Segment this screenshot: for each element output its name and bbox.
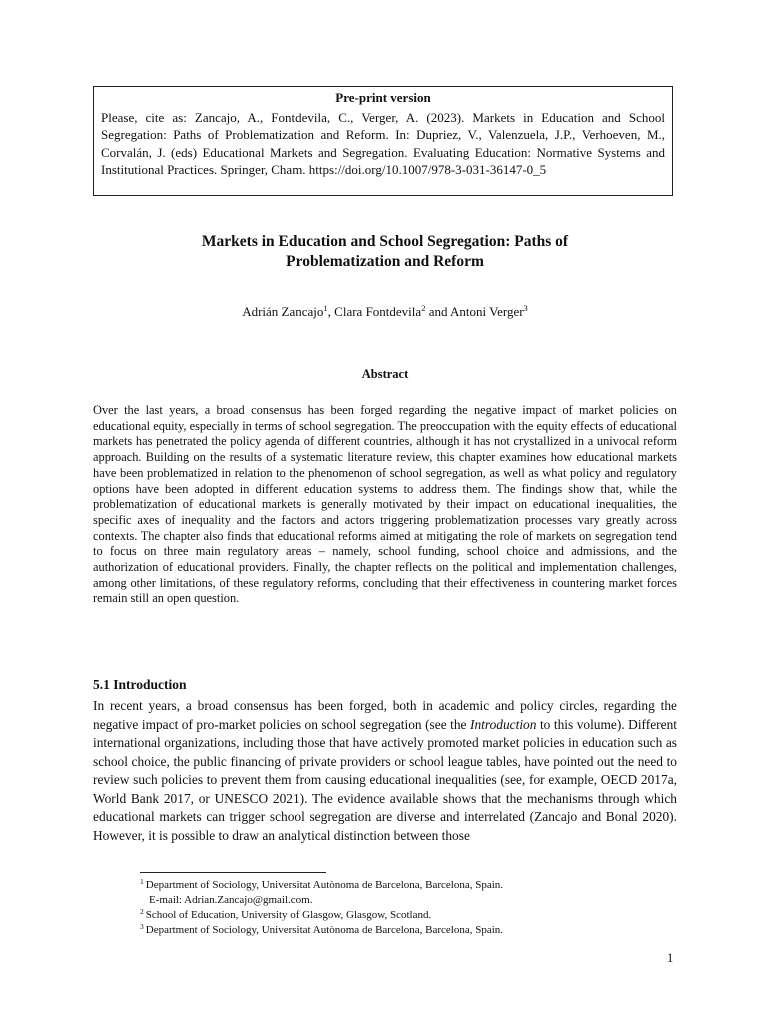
- section-heading: 5.1 Introduction: [93, 677, 187, 692]
- author-name: Clara Fontdevila: [334, 304, 422, 319]
- affiliation-mark: 1: [323, 303, 328, 313]
- author-name: Antoni Verger: [450, 304, 524, 319]
- abstract-text: Over the last years, a broad consensus has been forged regarding the negative impact of market policies on educational equity, especially in terms of school segregation. The preoccupation with the equity effects of educational markets has penetrated the policy agenda of different countries, although it has not crystallized in a univocal reform approach. Building on the results of a systematic literature review, this chapter examines how educational markets have been problematized in relation to the phenomenon of school segregation, as well as what policy and regulatory options have been adopted in different education systems to address them. The findings show that, while the problematization of educational markets is generally motivated by their impact on educational inequalities, the specific axes of inequality and the factors and actors triggering problematization processes vary greatly across contexts. The chapter also finds that educational reforms aimed at mitigating the role of markets on segregation tend to focus on three main regulatory areas – namely, school funding, school choice and admissions, and the authorization of educational providers. Finally, the chapter reflects on the political and implementation challenges, among other limitations, of these regulatory reforms, concluding that their effectiveness in countering market forces remain still an open question.: [93, 403, 677, 606]
- intro-text-part-2: to this volume). Different international organizations, including those that have actively promoted market policies in education such as school choice, the public financing of private providers or school league tables, have pointed out the need to review such policies to prevent them from causing educational inequalities (see, for example, OECD 2017a, World Bank 2017, or UNESCO 2021). The evidence available shows that the mechanisms through which educational markets can trigger school segregation are diverse and interrelated (Zancajo and Bonal 2020). However, it is possible to draw an analytical distinction between those: [93, 716, 677, 843]
- footnote-mark: 3: [140, 922, 144, 931]
- affiliation-mark: 3: [523, 303, 528, 313]
- preprint-heading: Pre-print version: [335, 90, 431, 105]
- footnote-text: Department of Sociology, Universitat Autònoma de Barcelona, Barcelona, Spain.: [145, 879, 504, 891]
- author-separator: and: [425, 304, 450, 319]
- paper-title-line-2: Problematization and Reform: [286, 253, 484, 270]
- footnotes: [140, 878, 680, 938]
- intro-text-part-1: In recent years, a broad consensus has been forged, both in academic and policy circles, regarding the negative impact of pro-market policies on school segregation (see the: [93, 698, 677, 732]
- footnote: [140, 908, 680, 923]
- footnote-text: E-mail: Adrian.Zancajo@gmail.com.: [149, 894, 313, 906]
- footnote: [140, 878, 680, 893]
- author-name: Adrián Zancajo: [242, 304, 324, 319]
- intro-italic-reference: Introduction: [470, 716, 537, 732]
- author-separator: ,: [327, 304, 335, 319]
- footnote-text: School of Education, University of Glasgow, Glasgow, Scotland.: [145, 909, 432, 921]
- author-list: [100, 303, 670, 321]
- affiliation-mark: 2: [421, 303, 426, 313]
- footnote-mark: 1: [140, 877, 144, 886]
- footnote-mark: 2: [140, 907, 144, 916]
- paper-title-line-1: Markets in Education and School Segregation: Paths of: [201, 233, 569, 250]
- footnote-divider: [140, 872, 326, 873]
- paper-title: [100, 232, 670, 272]
- preprint-notice-box: [93, 86, 673, 196]
- citation-text: Please, cite as: Zancajo, A., Fontdevila, C., Verger, A. (2023). Markets in Education and School Segregation: Paths of Problematization and Reform. In: Dupriez, V., Valenzuela, J.P., Verhoeven, M., Corvalán, J. (eds) Educational Markets and Segregation. Evaluating Education: Normative Systems and Institutional Practices. Springer, Cham. https://doi.org/10.1007/978-3-031-36147-0_5: [101, 110, 665, 178]
- footnote: [140, 923, 680, 938]
- page-number: 1: [667, 951, 674, 965]
- footnote-text: Department of Sociology, Universitat Autònoma de Barcelona, Barcelona, Spain.: [145, 924, 504, 936]
- abstract-heading: Abstract: [361, 367, 409, 381]
- introduction-text: [93, 697, 677, 845]
- footnote-email: [140, 893, 680, 908]
